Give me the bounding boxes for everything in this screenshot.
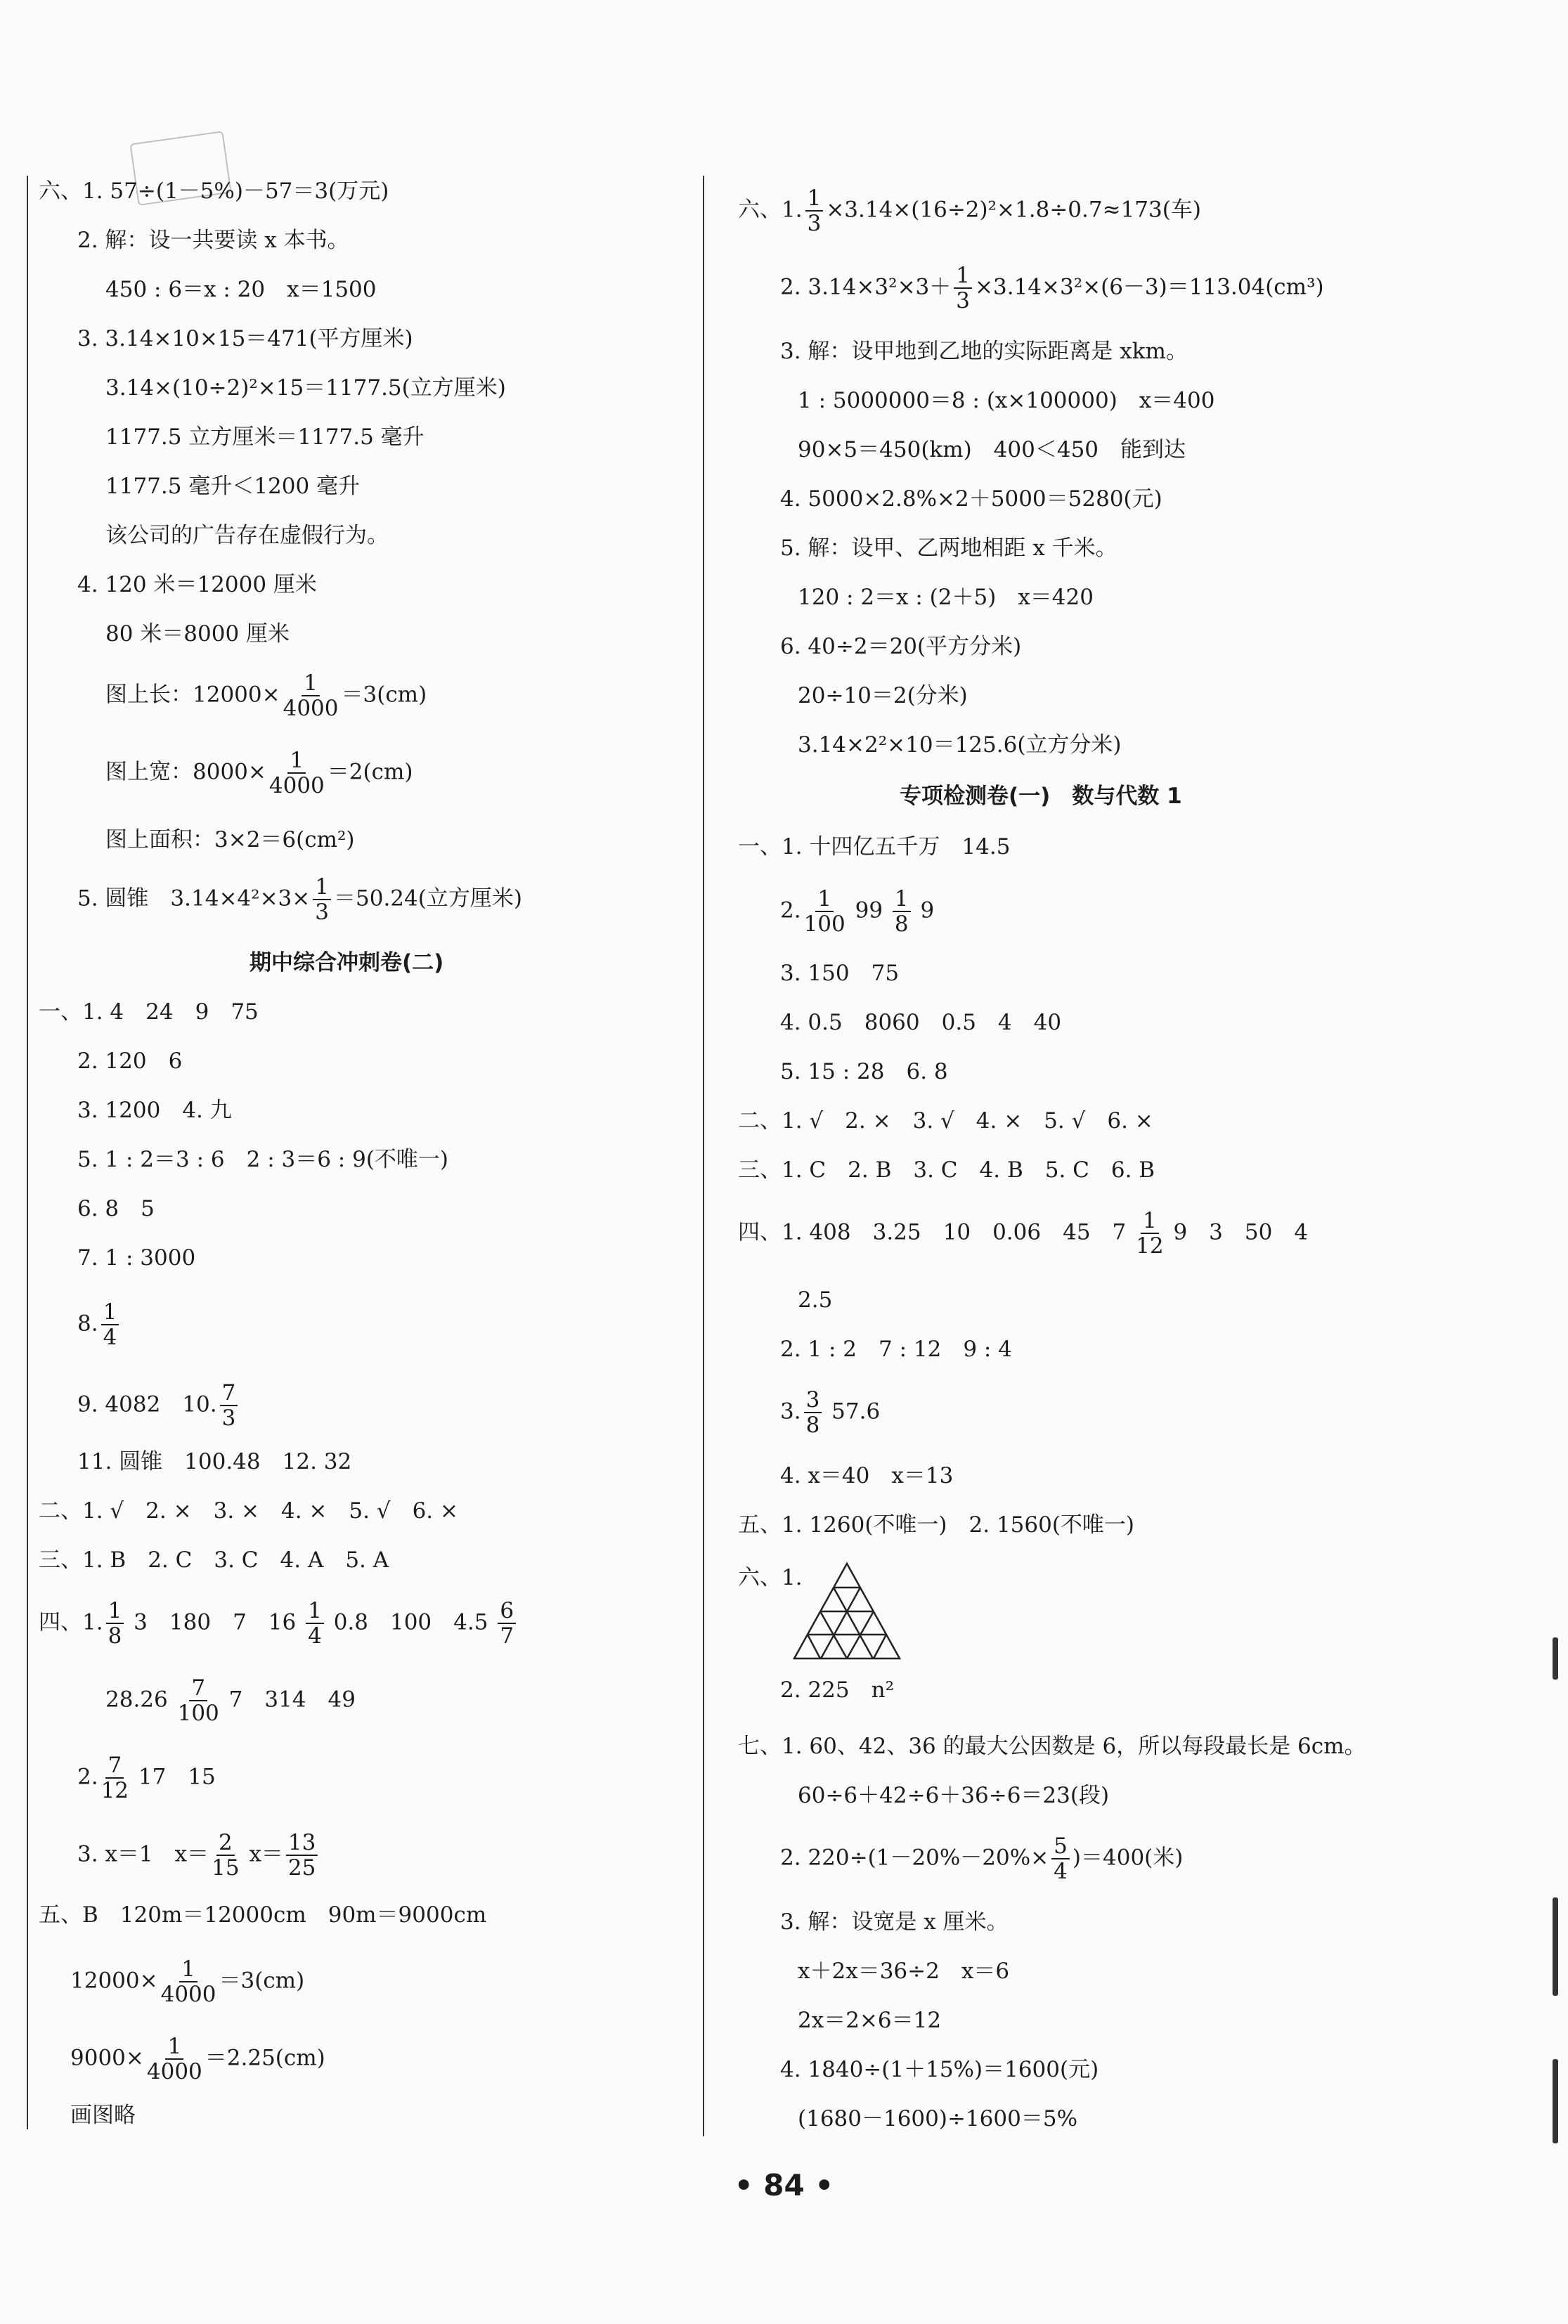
text: 17 15	[138, 1764, 216, 1790]
answer-line: 画图略	[70, 2103, 136, 2128]
numerator: 1	[313, 875, 331, 900]
answer-line: 2. 解：设一共要读 x 本书。	[77, 228, 349, 253]
numerator: 1	[302, 671, 320, 696]
answer-line: 1177.5 毫升＜1200 毫升	[105, 474, 361, 499]
answer-line: 3. 150 75	[780, 961, 900, 986]
answer-line: 4. 120 米＝12000 厘米	[77, 572, 317, 597]
numerator: 3	[804, 1388, 822, 1413]
text: ＝2.25(cm)	[205, 2045, 325, 2071]
denominator: 4000	[160, 1982, 216, 2007]
numerator: 7	[105, 1753, 124, 1779]
answer-line: 图上面积：3×2＝6(cm²)	[105, 827, 355, 852]
denominator: 15	[212, 1855, 240, 1881]
answer-line	[105, 1676, 356, 1725]
answer-line	[780, 264, 1324, 313]
numerator: 6	[498, 1599, 516, 1624]
numerator: 7	[189, 1676, 207, 1701]
fraction	[286, 1831, 318, 1880]
text: 9. 4082 10.	[77, 1391, 217, 1417]
answer-line: 三、1. B 2. C 3. C 4. A 5. A	[39, 1547, 389, 1573]
fraction	[498, 1599, 516, 1648]
numerator: 1	[805, 186, 824, 212]
numerator: 7	[220, 1381, 238, 1406]
text: ×3.14×3²×(6－3)＝113.04(cm³)	[975, 274, 1324, 300]
answer-line	[70, 1957, 304, 2006]
answer-line: 五、B 120m＝12000cm 90m＝9000cm	[39, 1902, 487, 1928]
denominator: 12	[1136, 1233, 1164, 1259]
text: ＝3(cm)	[341, 682, 427, 708]
section-heading: 专项检测卷(一) 数与代数 1	[900, 784, 1182, 809]
answer-line: 2x＝2×6＝12	[798, 2008, 942, 2033]
fraction	[101, 1300, 119, 1349]
scan-edge-mark	[1553, 1897, 1558, 1996]
answer-line: 5. 1 : 2＝3 : 6 2 : 3＝6 : 9(不唯一)	[77, 1147, 449, 1172]
denominator: 8	[805, 1413, 820, 1438]
text: 9 3 50 4	[1173, 1219, 1309, 1245]
denominator: 7	[500, 1623, 514, 1649]
denominator: 100	[803, 911, 845, 937]
column-divider	[703, 176, 704, 2136]
numerator: 13	[286, 1831, 318, 1856]
fraction	[220, 1381, 238, 1430]
fraction	[101, 1753, 129, 1803]
denominator: 4	[103, 1325, 117, 1350]
fraction	[178, 1676, 219, 1725]
answer-line: 三、1. C 2. B 3. C 4. B 5. C 6. B	[738, 1157, 1155, 1183]
answer-line: 2. 120 6	[77, 1049, 183, 1074]
answer-line: 五、1. 1260(不唯一) 2. 1560(不唯一)	[738, 1512, 1135, 1538]
numerator: 1	[106, 1599, 124, 1624]
text: 28.26	[105, 1687, 168, 1713]
answer-line	[77, 1831, 320, 1880]
numerator: 1	[179, 1957, 197, 1982]
denominator: 3	[807, 211, 822, 236]
denominator: 4	[308, 1623, 322, 1649]
answer-line: (1680－1600)÷1600＝5%	[798, 2106, 1078, 2131]
answer-line: 60÷6＋42÷6＋36÷6＝23(段)	[798, 1783, 1110, 1808]
answer-line: 2.5	[798, 1287, 833, 1313]
answer-line	[77, 1300, 122, 1349]
answer-line: 2. 225 n²	[780, 1677, 894, 1703]
answer-line: 3. 解：设甲地到乙地的实际距离是 xkm。	[780, 339, 1188, 364]
text: ＝2(cm)	[327, 759, 413, 785]
text: 9	[920, 897, 935, 923]
answer-line: 六、1.	[738, 1565, 803, 1590]
text: 0.8 100 4.5	[333, 1609, 488, 1635]
answer-line	[105, 748, 413, 798]
answer-line	[70, 2034, 325, 2084]
numerator: 2	[216, 1831, 235, 1856]
text: 5. 圆锥 3.14×4²×3×	[77, 885, 311, 911]
answer-line	[77, 1753, 216, 1803]
fraction	[805, 186, 824, 235]
answer-line: 7. 1 : 3000	[77, 1245, 196, 1271]
answer-line: 该公司的广告存在虚假行为。	[105, 523, 389, 548]
text: 99	[855, 897, 883, 923]
numerator: 1	[893, 887, 911, 912]
answer-line: 一、1. 十四亿五千万 14.5	[738, 834, 1011, 859]
denominator: 8	[108, 1623, 122, 1649]
answer-line	[77, 875, 522, 924]
numerator: 1	[306, 1599, 324, 1624]
denominator: 8	[894, 911, 909, 937]
denominator: 100	[177, 1701, 219, 1726]
text: 四、1.	[39, 1609, 103, 1635]
fraction	[1051, 1834, 1070, 1883]
answer-line: 6. 40÷2＝20(平方分米)	[780, 634, 1022, 659]
text: 2.	[77, 1764, 98, 1790]
text: 图上宽：8000×	[105, 759, 266, 785]
fraction	[1136, 1209, 1163, 1258]
answer-line: 3. 解：设宽是 x 厘米。	[780, 1909, 1009, 1935]
answer-line: 80 米＝8000 厘米	[105, 621, 290, 647]
fraction	[283, 671, 339, 720]
fraction	[269, 748, 325, 798]
scan-edge-mark	[1553, 1637, 1558, 1680]
page-number: • 84 •	[734, 2168, 834, 2202]
answer-line: 120 : 2＝x : (2＋5) x＝420	[798, 585, 1094, 610]
denominator: 3	[956, 288, 971, 313]
answer-line	[780, 887, 934, 936]
answer-line: 七、1. 60、42、36 的最大公因数是 6，所以每段最长是 6cm。	[738, 1734, 1366, 1759]
text: 四、1. 408 3.25 10 0.06 45 7	[738, 1219, 1127, 1245]
fraction	[161, 1957, 216, 2006]
text: 3. x＝1 x＝	[77, 1841, 209, 1867]
answer-line	[738, 1209, 1308, 1258]
fraction	[306, 1599, 324, 1648]
numerator: 1	[287, 748, 306, 774]
text: ＝50.24(立方厘米)	[334, 885, 522, 911]
fraction	[313, 875, 331, 924]
answer-line: 2. 1 : 2 7 : 12 9 : 4	[780, 1337, 1012, 1362]
answer-line	[39, 1599, 519, 1648]
section-heading: 期中综合冲刺卷(二)	[250, 950, 444, 975]
answer-line	[738, 186, 1201, 235]
answer-line: 1177.5 立方厘米＝1177.5 毫升	[105, 424, 425, 450]
answer-line	[77, 1381, 240, 1430]
denominator: 25	[287, 1855, 316, 1881]
answer-line: 六、1. 57÷(1－5%)－57＝3(万元)	[39, 178, 389, 204]
numerator: 1	[165, 2034, 183, 2060]
text: 2. 3.14×3²×3＋	[780, 274, 952, 300]
answer-line: 4. 0.5 8060 0.5 4 40	[780, 1010, 1062, 1035]
text: ＝3(cm)	[219, 1968, 305, 1994]
answer-line: 1 : 5000000＝8 : (x×100000) x＝400	[798, 388, 1215, 413]
answer-line: 5. 解：设甲、乙两地相距 x 千米。	[780, 535, 1117, 561]
fraction	[212, 1831, 239, 1880]
denominator: 4000	[268, 773, 325, 798]
answer-line: 20÷10＝2(分米)	[798, 683, 968, 708]
denominator: 3	[221, 1406, 236, 1431]
text: x＝	[249, 1841, 283, 1867]
answer-line: 90×5＝450(km) 400＜450 能到达	[798, 437, 1186, 462]
text: 3.	[780, 1398, 801, 1424]
numerator: 5	[1051, 1834, 1070, 1859]
text: 12000×	[70, 1968, 158, 1994]
answer-line: 4. x＝40 x＝13	[780, 1463, 954, 1488]
answer-line: 4. 1840÷(1＋15%)＝1600(元)	[780, 2057, 1099, 2082]
answer-line: x＋2x＝36÷2 x＝6	[798, 1959, 1010, 1984]
numerator: 1	[954, 264, 972, 289]
fraction	[106, 1599, 124, 1648]
text: 57.6	[831, 1398, 881, 1424]
fraction	[893, 887, 911, 936]
left-margin-line	[27, 176, 28, 2129]
answer-line	[105, 671, 427, 720]
text: 图上长：12000×	[105, 682, 280, 708]
text: )＝400(米)	[1072, 1845, 1184, 1871]
answer-line: 3. 1200 4. 九	[77, 1098, 232, 1123]
fraction	[804, 1388, 822, 1437]
denominator: 4000	[146, 2059, 202, 2084]
answer-line: 4. 5000×2.8%×2＋5000＝5280(元)	[780, 486, 1162, 512]
answer-line: 二、1. √ 2. × 3. √ 4. × 5. √ 6. ×	[738, 1108, 1153, 1134]
text: 9000×	[70, 2045, 144, 2071]
answer-line: 二、1. √ 2. × 3. × 4. × 5. √ 6. ×	[39, 1498, 458, 1524]
answer-line: 3.14×(10÷2)²×15＝1177.5(立方厘米)	[105, 375, 506, 401]
denominator: 3	[315, 900, 329, 925]
answer-line: 5. 15 : 28 6. 8	[780, 1059, 948, 1084]
answer-line: 3. 3.14×10×15＝471(平方厘米)	[77, 326, 413, 351]
text: 7 314 49	[228, 1687, 356, 1713]
text: 3 180 7 16	[134, 1609, 297, 1635]
text: 2. 220÷(1－20%－20%×	[780, 1845, 1049, 1871]
text: 2.	[780, 897, 801, 923]
text: ×3.14×(16÷2)²×1.8÷0.7≈173(车)	[826, 197, 1201, 223]
fraction	[954, 264, 972, 313]
answer-line: 一、1. 4 24 9 75	[39, 999, 259, 1025]
scan-edge-mark	[1553, 2059, 1558, 2143]
fraction	[804, 887, 845, 936]
numerator: 1	[1141, 1209, 1159, 1234]
answer-line	[780, 1834, 1183, 1883]
numerator: 1	[815, 887, 834, 912]
denominator: 4	[1054, 1859, 1068, 1884]
triangle-pattern-figure	[791, 1560, 903, 1662]
answer-line	[780, 1388, 880, 1437]
numerator: 1	[101, 1300, 119, 1325]
text: 六、1.	[738, 197, 803, 223]
answer-line: 11. 圆锥 100.48 12. 32	[77, 1449, 352, 1474]
denominator: 12	[101, 1778, 129, 1803]
answer-line: 6. 8 5	[77, 1196, 155, 1221]
answer-line: 3.14×2²×10＝125.6(立方分米)	[798, 732, 1122, 758]
text: 8.	[77, 1311, 98, 1337]
fraction	[147, 2034, 202, 2084]
answer-line: 450 : 6＝x : 20 x＝1500	[105, 277, 377, 302]
denominator: 4000	[283, 696, 339, 721]
